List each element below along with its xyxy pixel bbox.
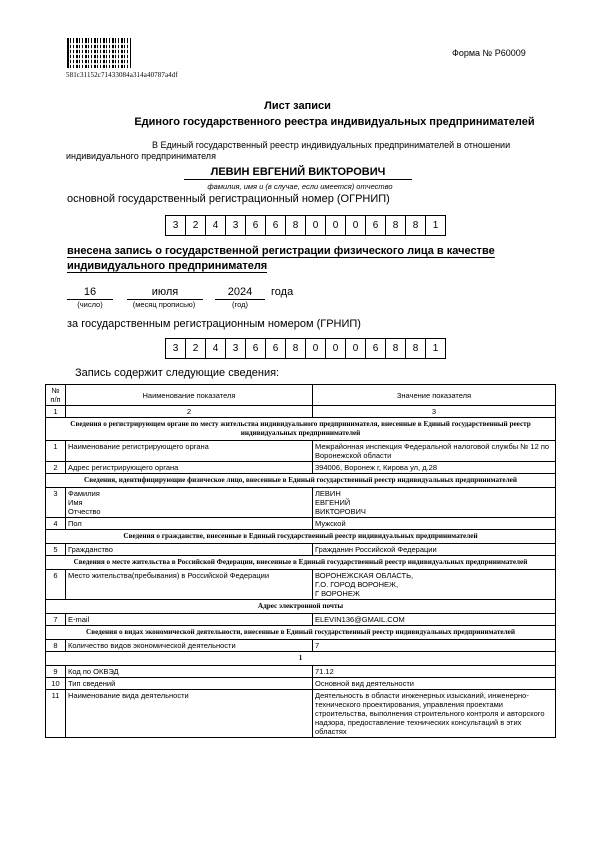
- table-index-row: [46, 406, 556, 418]
- grnip-digit: 2: [185, 338, 206, 359]
- contains-label: Запись содержит следующие сведения:: [75, 367, 280, 379]
- header-num: № п/п: [46, 385, 66, 406]
- row-indicator-value: ВОРОНЕЖСКАЯ ОБЛАСТЬ, Г.О. ГОРОД ВОРОНЕЖ, Г ВОРОНЕЖ: [313, 570, 556, 600]
- grnip-digit: 0: [345, 338, 366, 359]
- grnip-digit: 3: [165, 338, 186, 359]
- row-indicator-value: Основной вид деятельности: [313, 678, 556, 690]
- records-table: [45, 384, 556, 738]
- ogrnip-digits: [166, 215, 446, 236]
- table-row: [46, 570, 556, 600]
- ogrnip-digit: 1: [425, 215, 446, 236]
- document-title: Лист записи: [264, 100, 331, 112]
- entry-statement-text: внесена запись о государственной регистрации физического лица в качестве индивидуального предпринимателя: [67, 245, 495, 272]
- ogrnip-digit: 6: [245, 215, 266, 236]
- grnip-digit: 8: [385, 338, 406, 359]
- row-indicator-name: Количество видов экономической деятельности: [66, 640, 313, 652]
- ogrnip-digit: 0: [345, 215, 366, 236]
- section-title: Сведения о месте жительства в Российской Федерации, внесенные в Единый государственный реестр индивидуальных предпринимателей: [46, 556, 556, 570]
- entry-statement: [67, 244, 537, 274]
- grnip-digit: 8: [405, 338, 426, 359]
- section-title: 1: [46, 652, 556, 666]
- date-day-caption: (число): [77, 300, 103, 309]
- row-indicator-name: Код по ОКВЭД: [66, 666, 313, 678]
- section-title: Сведения, идентифицирующие физическое лицо, внесенные в Единый государственный реестр индивидуальных предпринимателей: [46, 474, 556, 488]
- row-indicator-name: Место жительства(пребывания) в Российской Федерации: [66, 570, 313, 600]
- grnip-digit: 4: [205, 338, 226, 359]
- section-title: Сведения о видах экономической деятельности, внесенные в Единый государственный реестр индивидуальных предпринимателей: [46, 626, 556, 640]
- table-section-row: [46, 600, 556, 614]
- header-name: Наименование показателя: [66, 385, 313, 406]
- table-row: [46, 488, 556, 518]
- row-indicator-value: 71.12: [313, 666, 556, 678]
- grnip-digit: 3: [225, 338, 246, 359]
- row-indicator-name: Адрес регистрирующего органа: [66, 462, 313, 474]
- ogrnip-digit: 8: [405, 215, 426, 236]
- row-indicator-value: Гражданин Российской Федерации: [313, 544, 556, 556]
- index-col-1: 1: [46, 406, 66, 418]
- grnip-digit: 1: [425, 338, 446, 359]
- grnip-digit: 0: [325, 338, 346, 359]
- header-value: Значение показателя: [313, 385, 556, 406]
- section-title: Адрес электронной почты: [46, 600, 556, 614]
- row-indicator-value: ELEVIN136@GMAIL.COM: [313, 614, 556, 626]
- ogrnip-digit: 3: [225, 215, 246, 236]
- ogrnip-digit: 6: [265, 215, 286, 236]
- ogrnip-digit: 0: [325, 215, 346, 236]
- grnip-digit: 6: [265, 338, 286, 359]
- date-day: 16: [67, 286, 113, 300]
- row-indicator-name: E-mail: [66, 614, 313, 626]
- row-number: 3: [46, 488, 66, 518]
- row-indicator-value: Межрайонная инспекция Федеральной налоговой службы № 12 по Воронежской области: [313, 441, 556, 462]
- ogrnip-digit: 3: [165, 215, 186, 236]
- row-indicator-value: Мужской: [313, 518, 556, 530]
- date-year-caption: (год): [232, 300, 248, 309]
- date-month: июля: [127, 286, 203, 300]
- person-fio-caption: фамилия, имя и (в случае, если имеется) отчество: [207, 182, 393, 191]
- table-row: [46, 640, 556, 652]
- table-header-row: [46, 385, 556, 406]
- row-number: 7: [46, 614, 66, 626]
- row-indicator-name: Фамилия Имя Отчество: [66, 488, 313, 518]
- grnip-digit: 6: [365, 338, 386, 359]
- table-row: [46, 690, 556, 738]
- table-section-row: [46, 418, 556, 441]
- row-number: 8: [46, 640, 66, 652]
- document-subtitle: Единого государственного реестра индивидуальных предпринимателей: [134, 116, 535, 128]
- row-number: 4: [46, 518, 66, 530]
- table-row: [46, 518, 556, 530]
- intro-text: В Единый государственный реестр индивидуальных предпринимателей в отношении индивидуального предпринимателя: [66, 140, 511, 161]
- ogrnip-digit: 0: [305, 215, 326, 236]
- row-indicator-value: Деятельность в области инженерных изысканий, инженерно-технического проектирования, управления проектами строительства, выполнения строительного контроля и авторского надзора, предоставление технических консультаций в этих областях: [313, 690, 556, 738]
- row-number: 10: [46, 678, 66, 690]
- grnip-digit: 8: [285, 338, 306, 359]
- row-number: 11: [46, 690, 66, 738]
- date-year: 2024: [215, 286, 265, 300]
- table-row: [46, 678, 556, 690]
- index-col-3: 3: [313, 406, 556, 418]
- row-indicator-name: Гражданство: [66, 544, 313, 556]
- row-indicator-value: 7: [313, 640, 556, 652]
- row-number: 1: [46, 441, 66, 462]
- row-indicator-name: Пол: [66, 518, 313, 530]
- ogrnip-digit: 6: [365, 215, 386, 236]
- grnip-digit: 6: [245, 338, 266, 359]
- grnip-digits: [166, 338, 446, 359]
- table-section-row: [46, 652, 556, 666]
- row-indicator-value: 394006, Воронеж г, Кирова ул, д.28: [313, 462, 556, 474]
- table-section-row: [46, 556, 556, 570]
- grnip-digit: 0: [305, 338, 326, 359]
- form-number: Форма № Р60009: [452, 48, 526, 58]
- barcode-pattern: [70, 41, 128, 65]
- ogrnip-digit: 8: [385, 215, 406, 236]
- index-col-2: 2: [66, 406, 313, 418]
- table-row: [46, 666, 556, 678]
- table-section-row: [46, 626, 556, 640]
- row-indicator-value: ЛЕВИН ЕВГЕНИЙ ВИКТОРОВИЧ: [313, 488, 556, 518]
- ogrnip-digit: 4: [205, 215, 226, 236]
- table-section-row: [46, 530, 556, 544]
- table-section-row: [46, 474, 556, 488]
- row-indicator-name: Тип сведений: [66, 678, 313, 690]
- date-year-word: года: [271, 286, 294, 298]
- row-number: 9: [46, 666, 66, 678]
- row-number: 5: [46, 544, 66, 556]
- row-indicator-name: Наименование вида деятельности: [66, 690, 313, 738]
- row-indicator-name: Наименование регистрирующего органа: [66, 441, 313, 462]
- ogrnip-digit: 2: [185, 215, 206, 236]
- table-row: [46, 462, 556, 474]
- table-row: [46, 441, 556, 462]
- barcode-code: 581c31152c71433084a314a40787a4df: [66, 71, 178, 79]
- row-number: 6: [46, 570, 66, 600]
- person-fio: ЛЕВИН ЕВГЕНИЙ ВИКТОРОВИЧ: [184, 165, 412, 180]
- section-title: Сведения о гражданстве, внесенные в Единый государственный реестр индивидуальных предпринимателей: [46, 530, 556, 544]
- grnip-label: за государственным регистрационным номером (ГРНИП): [67, 318, 361, 330]
- row-number: 2: [46, 462, 66, 474]
- date-month-caption: (месяц прописью): [132, 300, 196, 309]
- table-row: [46, 614, 556, 626]
- section-title: Сведения о регистрирующем органе по месту жительства индивидуального предпринимателя, внесенные в Единый государственный реестр индивидуальных предпринимателей: [46, 418, 556, 441]
- ogrnip-digit: 8: [285, 215, 306, 236]
- ogrnip-label: основной государственный регистрационный номер (ОГРНИП): [67, 193, 390, 205]
- table-row: [46, 544, 556, 556]
